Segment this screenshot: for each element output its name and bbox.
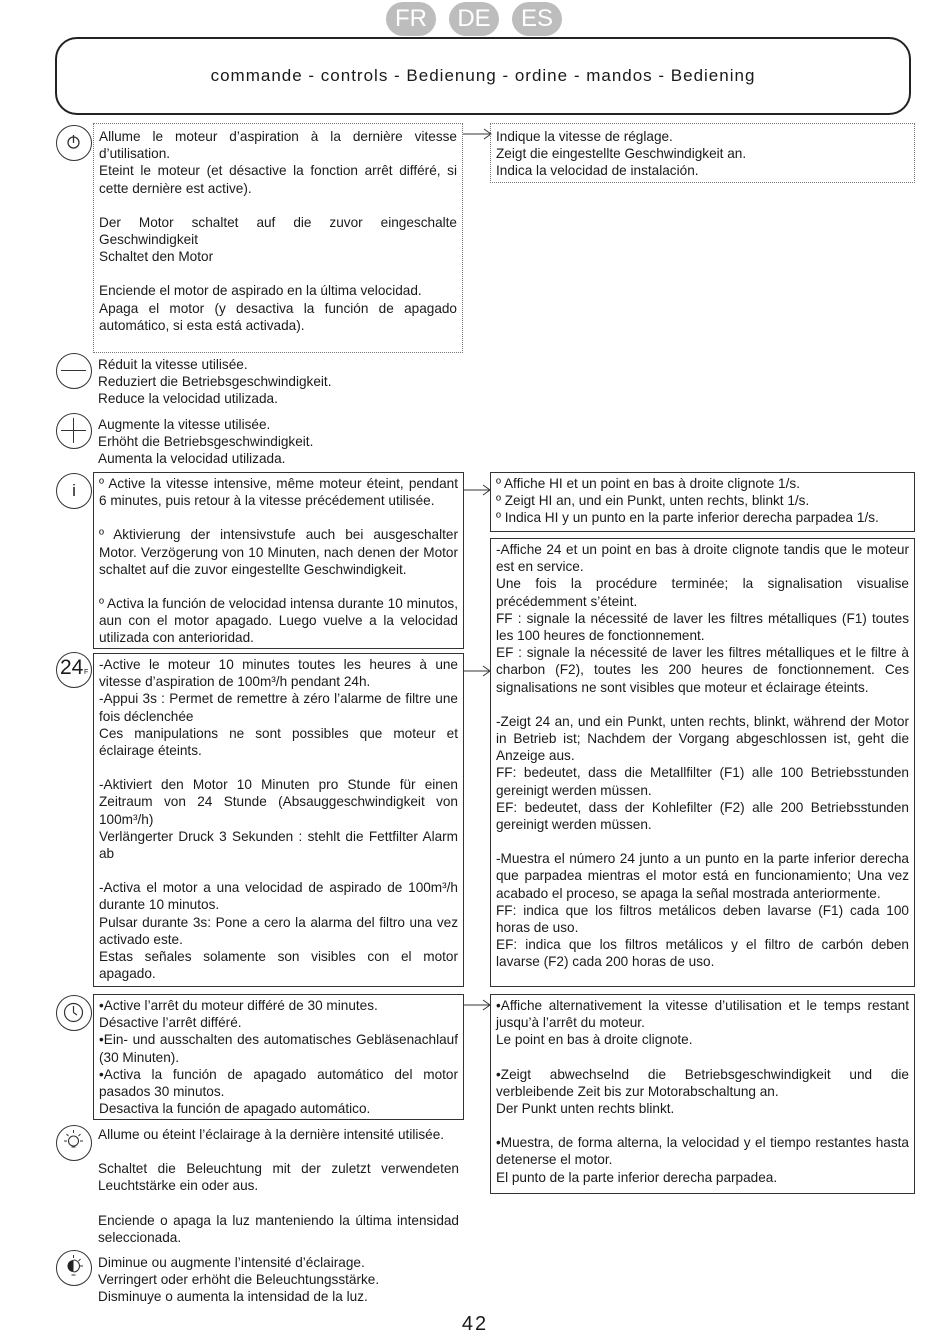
24h-display-fr: -Affiche 24 et un point en bas à droite clignote tandis que le moteur est en service. Une fois la procédure terminée; la signalisation visualise précédemment s’éteint. FF : signale la nécessité de laver les filtres métalliques (F1) toutes les 100 heures de fonctionnement. EF : signale la nécessité de laver les filtres métalliques et le filtre à charbon (F2), toutes les 200 heures de fonctionnement. Ces signalisations ne sont visibles que moteur et éclairage éteints.: [496, 542, 909, 695]
arrow-icon: [464, 482, 492, 498]
minus-text-fr: Réduit la vitesse utilisée.: [98, 357, 248, 372]
timer-display-fr: •Affiche alternativement la vitesse d’utilisation et le temps restant jusqu’à l’arrêt du moteur. Le point en bas à droite clignote.: [496, 998, 909, 1048]
icon-label: 24: [60, 656, 84, 679]
intensive-description: [93, 472, 464, 649]
plus-description: [98, 416, 468, 468]
24h-text-fr-2: -Appui 3s : Permet de remettre à zéro l’alarme de filtre une fois déclenchée Ces manipulations ne sont possibles que moteur et éclairage éteints.: [99, 691, 458, 759]
power-display-fr: Indique la vitesse de réglage.: [496, 129, 673, 144]
power-text-fr: Allume le moteur d’aspiration à la dernière vitesse d’utilisation. Eteint le moteur (et désactive la fonction arrêt différé, si cette dernière est active).: [99, 129, 457, 196]
plus-text-es: Aumenta la velocidad utilizada.: [98, 451, 286, 467]
dimmer-text-es: Disminuye o aumenta la intensidad de la luz.: [98, 1289, 368, 1305]
light-description: [98, 1126, 459, 1246]
power-description: [93, 123, 463, 353]
timer-text-fr: •Active l’arrêt du moteur différé de 30 minutes. Désactive l’arrêt différé.: [99, 998, 378, 1031]
minus-icon: [56, 353, 92, 389]
24h-text-es-2: Pulsar durante 3s: Pone a cero la alarma del filtro una vez activado este. Estas señales solamente son visibles con el motor apagado.: [99, 914, 458, 982]
power-text-de: Der Motor schaltet auf die zuvor eingeschalte Geschwindigkeit Schaltet den Motor: [99, 214, 457, 265]
intensive-text-es: º Activa la función de velocidad intensa durante 10 minutos, aun con el motor apagado. Luego vuelve a la velocidad utilizada con anterioridad.: [99, 596, 458, 646]
timer-description: [93, 994, 464, 1120]
info-icon: i: [56, 473, 92, 509]
plus-text-de: Erhöht die Betriebsgeschwindigkeit.: [98, 434, 314, 450]
arrow-icon: [463, 126, 493, 142]
intensive-text-fr: º Active la vitesse intensive, même moteur éteint, pendant 6 minutes, puis retour à la vitesse précédement utilisée.: [99, 476, 458, 509]
dimmer-text-de: Verringert oder erhöht die Beleuchtungsstärke.: [98, 1272, 380, 1288]
icon-sublabel: F: [84, 669, 89, 676]
light-text-fr: Allume ou éteint l’éclairage à la dernière intensité utilisée.: [98, 1127, 445, 1142]
page-number: 42: [461, 1313, 489, 1335]
timer-display-de: •Zeigt abwechselnd die Betriebsgeschwindigkeit und die verbleibende Zeit bis zur Motorabschaltung an. Der Punkt unten rechts blinkt.: [496, 1066, 909, 1117]
light-icon: [56, 1125, 92, 1161]
light-text-de: Schaltet die Beleuchtung mit der zuletzt verwendeten Leuchtstärke ein oder aus.: [98, 1161, 459, 1194]
power-display-description: [490, 123, 915, 183]
lang-tab-de: DE: [449, 2, 499, 36]
arrow-icon: [464, 663, 492, 679]
intensive-display-de: º Zeigt HI an, und ein Punkt, unten rechts, blinkt 1/s.: [496, 493, 810, 509]
dimmer-text-fr: Diminue ou augmente l’intensité d’éclairage.: [98, 1255, 365, 1270]
page-title: commande - controls - Bedienung - ordine - mandos - Bediening: [210, 66, 756, 85]
24h-text-es-1: -Activa el motor a una velocidad de aspirado de 100m³/h durante 10 minutos.: [99, 880, 458, 913]
minus-description: [98, 356, 468, 408]
minus-text-de: Reduziert die Betriebsgeschwindigkeit.: [98, 374, 332, 390]
power-display-de: Zeigt die eingestellte Geschwindigkeit an.: [496, 146, 747, 162]
24h-text-de-2: Verlängerter Druck 3 Sekunden : stehlt die Fettfilter Alarm ab: [99, 828, 458, 862]
timer-text-es: •Activa la función de apagado automático del motor pasados 30 minutos. Desactiva la función de apagado automático.: [99, 1066, 458, 1117]
24h-text-fr-1: -Active le moteur 10 minutes toutes les heures à une vitesse d’aspiration de 100m³/h pendant 24h.: [99, 657, 458, 690]
24h-display-description: [490, 538, 915, 987]
plus-icon: [56, 413, 92, 449]
plus-text-fr: Augmente la vitesse utilisée.: [98, 417, 271, 432]
timer-display-es: •Muestra, de forma alterna, la velocidad y el tiempo restantes hasta detenerse el motor. El punto de la parte inferior derecha parpadea.: [496, 1135, 909, 1185]
intensive-text-de: º Aktivierung der intensivstufe auch bei ausgeschalter Motor. Verzögerung von 10 Minuten, nach denen der Motor schaltet auf die zuvor eingestellte Geschwindigkeit.: [99, 527, 458, 577]
clock-icon: [56, 995, 92, 1031]
dimmer-description: [98, 1254, 468, 1306]
dimmer-icon: [56, 1250, 92, 1286]
timer-display-description: [490, 994, 915, 1194]
24h-display-de: -Zeigt 24 an, und ein Punkt, unten rechts, blinkt, während der Motor in Betrieb ist; Nachdem der Vorgang abgeschlossen ist, geht die Anzeige aus. FF: bedeutet, dass die Metallfilter (F1) alle 100 Betriebsstunden gereinigt werden müssen. EF: bedeutet, dass der Kohlefilter (F2) alle 200 Betriebsstunden gereinigt werden müssen.: [496, 713, 909, 833]
arrow-icon: [464, 997, 492, 1013]
timer-text-de: •Ein- und ausschalten des automatisches Gebläsenachlauf (30 Minuten).: [99, 1032, 458, 1065]
24h-text-de-1: -Aktiviert den Motor 10 Minuten pro Stunde für einen Zeitraum von 24 Stunde (Absauggeschwindigkeit von 100m³/h): [99, 777, 458, 827]
power-display-es: Indica la velocidad de instalación.: [496, 163, 699, 179]
power-text-es: Enciende el motor de aspirado en la última velocidad. Apaga el motor (y desactiva la función de apagado automático, si esta está activada).: [99, 283, 457, 333]
timer-24h-icon: [56, 652, 92, 688]
24h-display-es: -Muestra el número 24 junto a un punto en la parte inferior derecha que parpadea mientras el motor está en funcionamiento; Una vez acabado el proceso, se apaga la señal mostrada anteriormente. FF: indica que los filtros metálicos deben lavarse (F1) cada 100 horas de uso. EF: indica que los filtros metálicos y el filtro de carbón deben lavarse (F2) cada 200 horas de uso.: [496, 851, 909, 970]
lang-tab-fr: FR: [386, 2, 436, 36]
minus-text-es: Reduce la velocidad utilizada.: [98, 391, 278, 407]
24h-description: [93, 653, 464, 987]
intensive-display-es: º Indica HI y un punto en la parte inferior derecha parpadea 1/s.: [496, 510, 879, 526]
lang-tab-es: ES: [512, 2, 562, 36]
power-icon: [56, 125, 92, 161]
intensive-display-description: [490, 472, 915, 532]
intensive-display-fr: º Affiche HI et un point en bas à droite clignote 1/s.: [496, 476, 800, 491]
light-text-es: Enciende o apaga la luz manteniendo la última intensidad seleccionada.: [98, 1212, 459, 1245]
